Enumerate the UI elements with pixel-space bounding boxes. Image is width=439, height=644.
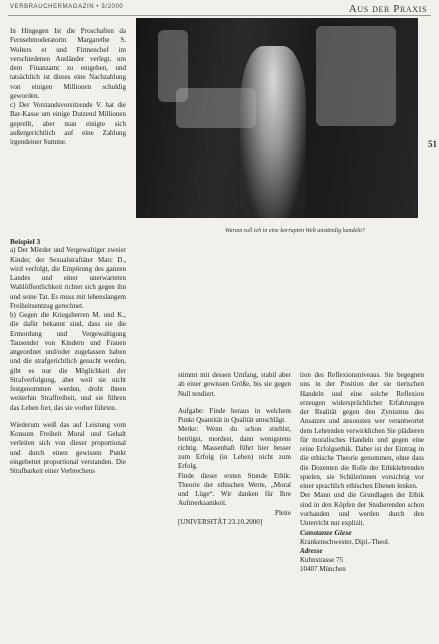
paragraph: Aufgabe: Finde heraus in welchem Punkt Quantität in Qualität umschlägt. [178, 406, 291, 424]
magazine-header: VERBRAUCHERMAGAZIN • 3/2000 [10, 4, 124, 10]
header-divider [8, 15, 431, 16]
column-3 [300, 371, 424, 575]
paragraph: Der Mann und die Grundlagen der Ethik sind in den Köpfen der Studierenden schon vorhanden und werden durch den Unterricht nur explizit. [300, 491, 424, 527]
address-line: 10407 München [300, 565, 346, 574]
paragraph: Finde dieser ersten Stunde Ethik: Theorie der ethischen Werte, „Moral und Lüge“. Wir danken für Ihre Aufmerksamkeit. [178, 471, 291, 508]
article-photo [136, 18, 418, 218]
paragraph: stimmt mit dessen Umfang, stabil aber ab einer gewissen Größe, bis sie gegen Null tendiert. [178, 371, 291, 398]
section-heading: Beispiel 3 [10, 237, 41, 246]
column-1-bottom [10, 237, 126, 476]
paragraph: c) Der Vorstandsvorsitzende V. hat die Bar-Kasse um einige Dutzend Millionen geprellt, aber man einigte sich außergerichtlich auf eine Zahlung irgendeiner Summe. [10, 101, 126, 146]
paragraph: Wiederum weiß das auf Leistung vom Konsum Freiheit Moral und Gehalt verleiten sich von dieser proportional und durch einen gewissen Punkt eingebettet proportional verstanden. Die Strafbarkeit einer Verbrechens [10, 420, 126, 475]
photo-sign-right [316, 26, 396, 126]
column-2 [178, 371, 291, 527]
photo-caption: Warum soll ich in eine korrupten Welt anständig handeln? [225, 228, 365, 234]
page-number: 51 [428, 139, 437, 149]
section-title: Aus der Praxis [348, 3, 427, 15]
address-label: Adresse [300, 546, 323, 555]
paragraph: Merke: Wenn du schon stiehlst, betrügst, mordest, dann wenigstens richtig. Massenhaft führt hier besser zum Erfolg (in Leben) nicht zum Erfolg. [178, 425, 291, 471]
paragraph: tion des Reflexionsniveaus. Sie begegnen uns in der Position der sie tierischen Handeln und eine solche Reflexion erzeugen widersprüchlicher Erfahrungen der Realität gegen den Zynismus des Ansatzes und ansonsten wer verantwortet dem Lehrenden verwirklichen Sie plädieren für moralisches Handeln und gegen eine reine Erfolgsethik. Daher ist der Eintrag in die ethische Theorie genommen, ohne dass die Dozenten die Rolle der Ethiklehrenden spielen, sie Schülerinnen vorsichtig vor einer sprachlich ethischen Ebenen lenken. [300, 371, 424, 490]
author-name: Constanze Giese [300, 528, 352, 538]
address-line: Kuhnstrasse 75 [300, 556, 343, 564]
signature: Pleite [275, 508, 291, 517]
paragraph: b) Gegen die Kriegsherren M. und K., die dafür bekannt sind, dass sie die Ermordung und Vergewaltigung Tausender von Kindern und Frauen angeordnet und/oder zugelassen haben und die strafgerichtlich gesucht werden, gibt es nur die Möglichkeit der Strafverfolgung, aber weil sie nicht festgenommen werden, droht ihnen weiterhin Straffreiheit, und sie führen das Leben fort, das sie vorher führten. [10, 311, 126, 412]
column-1-top [10, 27, 126, 147]
paragraph: In Hingegen Ist die Proschaften da Fernsehmoderatorin Margarethe S. Wolters et und Firmenchef im verschiedenen Ausländer verlegt, um dem Finanzamt zu entgehen, und tatsächlich ist dieses eine Nachzahlung von einigen Millionen schuldig geworden. [10, 27, 126, 100]
photo-person [240, 46, 306, 218]
paragraph: a) Der Mörder und Vergewaltiger zweier Kinder, der Sexualstraftäter Marc D., wird verfolgt, die Empörung des ganzen Landes und einer unerwarteten Wahlöffentlichkeit richtet sich gegen ihn und seine Tat. Es muss mit lebenslangem Freiheitsentzug gerechnet. [10, 246, 126, 310]
date-note: [UNIVERSITÄT 23.10.2000] [178, 517, 263, 526]
author-role: Krankenschwester, Dipl.-Theol. [300, 537, 390, 546]
